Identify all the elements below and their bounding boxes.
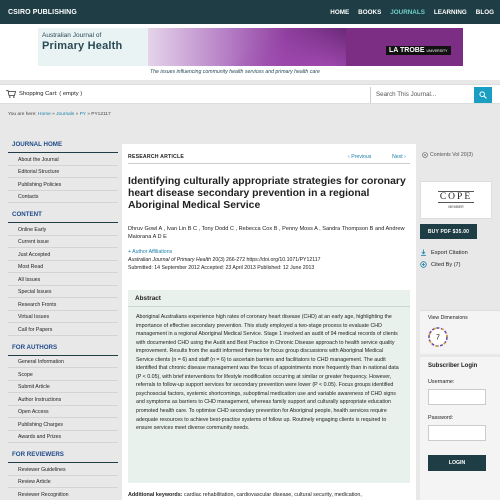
sidebar-item-editorial[interactable]: Editorial Structure xyxy=(8,166,118,179)
cope-badge[interactable] xyxy=(420,181,492,219)
search-input[interactable]: Search This Journal... xyxy=(370,87,474,103)
article-title: Identifying culturally appropriate strategies for coronary heart disease secondary prevention in a regional Aboriginal Medical Service xyxy=(128,176,406,211)
article-citation xyxy=(128,257,416,273)
breadcrumb-home[interactable]: Home xyxy=(37,112,51,117)
latrobe-logo: LA TROBE UNIVERSITY xyxy=(386,46,451,55)
search-button[interactable] xyxy=(474,87,492,103)
sidebar-heading-for-authors[interactable]: FOR AUTHORS xyxy=(8,339,118,356)
banner-image xyxy=(148,28,346,66)
abstract-section xyxy=(128,290,410,483)
article-type: RESEARCH ARTICLE xyxy=(128,154,185,160)
banner-title xyxy=(38,28,148,66)
chevron-left-icon: ‹ xyxy=(348,154,350,160)
breadcrumb-py[interactable]: PY xyxy=(79,112,86,117)
abstract-text: Aboriginal Australians experience high rates of coronary heart disease (CHD) at an early age, highlighting the importance of effective secondary prevention. This study employed a two-stage process to evaluate CHD management in a regional Aboriginal Medical Service. Stage 1 involved an audit of 94 medical records of clients with documented CHD using the Audit and Best Practice in Chronic Disease approach to health service quality improvement. Results from the audit informed themes for focus group discussions with Aboriginal Medical Service clients (n = 6) and staff (n = 6) to ascertain barriers and facilitators to CHD management. The audit identified that chronic disease management was the focus of appointments more frequently than in national data (P < 0.05), with brief interventions for lifestyle modification occurring at similar or greater frequency. However, referrals to follow-up support services for secondary prevention were lower (P < 0.05). Focus groups identified psychosocial factors, systemic shortcomings, suboptimal medication use and variable awareness of CHD signs and symptoms as barriers to CHD management, whereas family support and culturally appropriate education promoted health care. To optimise CHD secondary prevention for Aboriginal people, health services require adequate resources to achieve best-practice systems of follow up. Routinely engaging clients is required to ensure services meet diverse community needs. xyxy=(136,314,399,432)
article-main xyxy=(122,144,416,500)
journal-banner-area xyxy=(0,24,500,80)
sidebar-item-about[interactable]: About the Journal xyxy=(8,153,118,166)
shopping-cart[interactable] xyxy=(6,90,82,98)
previous-link[interactable]: ‹ Previous xyxy=(348,154,372,160)
nav-learning[interactable]: LEARNING xyxy=(433,8,467,16)
password-field[interactable] xyxy=(428,425,486,441)
cart-label: Shopping Cart: ( empty ) xyxy=(19,91,83,97)
sidebar-group-for-reviewers xyxy=(8,446,118,500)
sidebar-item-most-read[interactable]: Most Read xyxy=(8,261,118,274)
sidebar-item-just-accepted[interactable]: Just Accepted xyxy=(8,248,118,261)
username-field[interactable] xyxy=(428,389,486,405)
banner-title-small: Australian Journal of xyxy=(42,32,102,39)
banner-title-big: Primary Health xyxy=(42,40,123,52)
nav-blog[interactable]: BLOG xyxy=(475,8,494,16)
sidebar-item-awards[interactable]: Awards and Prizes xyxy=(8,431,118,444)
export-citation-link[interactable]: Export Citation xyxy=(420,249,468,256)
sidebar-item-special-issues[interactable]: Special Issues xyxy=(8,286,118,299)
cited-by-link[interactable]: Cited By (7) xyxy=(420,261,461,268)
cope-logo: COPE xyxy=(439,192,473,202)
breadcrumb-prefix: You are here: xyxy=(8,112,37,117)
username-label: Username: xyxy=(428,379,455,385)
nav-journals[interactable]: JOURNALS xyxy=(390,8,425,16)
sidebar-item-online-early[interactable]: Online Early xyxy=(8,223,118,236)
dimensions-box xyxy=(420,310,500,354)
sidebar-item-scope[interactable]: Scope xyxy=(8,368,118,381)
keywords-list[interactable]: cardiac rehabilitation, cardiovascular disease, cultural security, medication, xyxy=(182,492,362,498)
subscriber-login-heading: Subscriber Login xyxy=(428,363,478,369)
buy-pdf-button[interactable]: BUY PDF $35.00 xyxy=(420,224,477,239)
dimensions-badge-icon[interactable] xyxy=(428,327,448,347)
sidebar-item-virtual-issues[interactable]: Virtual Issues xyxy=(8,311,118,324)
search-icon xyxy=(479,91,487,99)
breadcrumb-journals[interactable]: Journals xyxy=(56,112,75,117)
sidebar-item-general-info[interactable]: General Information xyxy=(8,356,118,369)
article-authors[interactable]: Dhruv Gowl A , Ivan Lin B C , Tony Dodd C , Rebecca Cox B , Penny Moss A , Sandra Thompson B and Andrew Maiorana A D E xyxy=(128,226,405,241)
sidebar-group-content xyxy=(8,206,118,336)
sidebar-item-all-issues[interactable]: All Issues xyxy=(8,273,118,286)
additional-keywords xyxy=(128,492,362,498)
next-link[interactable]: Next › xyxy=(392,154,406,160)
article-dates: Submitted: 14 September 2012 Accepted: 23 April 2013 Published: 12 June 2013 xyxy=(128,264,315,271)
sidebar-heading-content[interactable]: CONTENT xyxy=(8,206,118,223)
subscriber-login xyxy=(420,357,500,500)
left-sidebar xyxy=(8,136,118,500)
doi-ref[interactable]: 20(3) 266-272 https://doi.org/10.1071/PY12117 xyxy=(211,257,321,263)
password-label: Password: xyxy=(428,415,454,421)
sidebar-group-for-authors xyxy=(8,339,118,444)
sidebar-item-contacts[interactable]: Contacts xyxy=(8,191,118,204)
sidebar-item-reviewer-guidelines[interactable]: Reviewer Guidelines xyxy=(8,463,118,476)
top-nav xyxy=(330,9,494,16)
sidebar-item-reviewer-recognition[interactable]: Reviewer Recognition xyxy=(8,488,118,500)
sidebar-item-author-instructions[interactable]: Author Instructions xyxy=(8,393,118,406)
sidebar-item-open-access[interactable]: Open Access xyxy=(8,406,118,419)
brand-logo[interactable]: CSIRO PUBLISHING xyxy=(8,8,77,16)
journal-banner[interactable] xyxy=(38,28,463,66)
breadcrumb-current: PY12117 xyxy=(91,112,111,117)
download-icon xyxy=(420,249,427,256)
contents-link[interactable]: Contents Vol 20(3) xyxy=(422,152,473,158)
cited-by-icon xyxy=(420,261,427,268)
sidebar-item-publishing-charges[interactable]: Publishing Charges xyxy=(8,418,118,431)
sidebar-item-review-article[interactable]: Review Article xyxy=(8,476,118,489)
view-dimensions-label[interactable]: View Dimensions xyxy=(428,315,468,321)
dimensions-count: 7 xyxy=(436,334,440,342)
sidebar-item-research-fronts[interactable]: Research Fronts xyxy=(8,298,118,311)
journal-name: Australian Journal of Primary Health xyxy=(128,257,212,263)
keywords-label: Additional keywords: xyxy=(128,492,183,498)
sidebar-item-submit-article[interactable]: Submit Article xyxy=(8,381,118,394)
article-header xyxy=(128,152,410,164)
cope-member-label: MEMBER xyxy=(448,205,464,209)
nav-home[interactable]: HOME xyxy=(330,8,350,16)
top-nav-bar xyxy=(0,0,500,24)
journal-tagline: The issues influencing community health services and primary health care xyxy=(150,69,320,75)
sidebar-item-call-for-papers[interactable]: Call for Papers xyxy=(8,323,118,336)
banner-sponsor xyxy=(346,28,463,66)
nav-books[interactable]: BOOKS xyxy=(358,8,382,16)
right-sidebar xyxy=(420,144,500,500)
toolbar xyxy=(0,84,500,104)
sidebar-group-journal-home xyxy=(8,136,118,203)
author-affiliations-toggle[interactable]: + Author Affiliations xyxy=(128,249,173,255)
cart-icon xyxy=(6,90,16,98)
breadcrumb: You are here: Home » Journals » PY » PY12117 xyxy=(8,112,111,117)
sidebar-heading-journal-home[interactable]: JOURNAL HOME xyxy=(8,136,118,153)
sidebar-heading-for-reviewers[interactable]: FOR REVIEWERS xyxy=(8,446,118,463)
chevron-right-icon: › xyxy=(404,154,406,160)
login-button[interactable]: LOGIN xyxy=(428,455,486,471)
sidebar-item-policies[interactable]: Publishing Policies xyxy=(8,178,118,191)
abstract-heading: Abstract xyxy=(128,290,410,307)
sidebar-item-current-issue[interactable]: Current issue xyxy=(8,236,118,249)
